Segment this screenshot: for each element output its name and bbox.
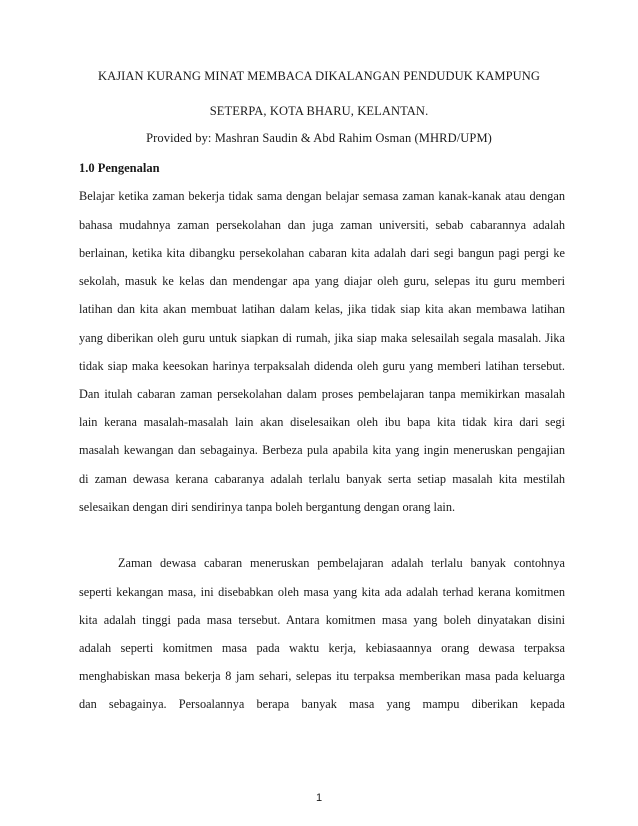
- paragraph-1-line: masalah kewangan dan sebagainya. Berbeza pula apabila kita yang ingin meneruskan pengajian: [79, 443, 565, 457]
- paragraph-1-line: berlainan, ketika kita dibangku persekolahan cabaran kita adalah dari segi bangun pagi pergi ke: [79, 246, 565, 260]
- section-heading: 1.0 Pengenalan: [79, 161, 160, 175]
- title-line-2: SETERPA, KOTA BHARU, KELANTAN.: [209, 104, 429, 118]
- paragraph-2-line: dan sebagainya. Persoalannya berapa banyak masa yang mampu diberikan kepada: [79, 697, 565, 711]
- paragraph-2-line: adalah seperti komitmen masa pada waktu kerja, kebiasaannya orang dewasa terpaksa: [79, 641, 565, 655]
- paragraph-2-line: seperti kekangan masa, ini disebabkan oleh masa yang kita ada adalah terhad kerana komitmen: [79, 585, 565, 599]
- title-line-1: KAJIAN KURANG MINAT MEMBACA DIKALANGAN PENDUDUK KAMPUNG: [97, 69, 541, 83]
- paragraph-1-line: tidak siap maka keesokan harinya terpaksalah didenda oleh guru yang memberi latihan tersebut.: [79, 359, 565, 373]
- paragraph-1-line: latihan dan kita akan membuat latihan dalam kelas, jika tidak siap kita akan membawa latihan: [79, 302, 565, 316]
- paragraph-1-line: Dan itulah cabaran zaman persekolahan dalam proses pembelajaran tanpa memikirkan masalah: [79, 387, 565, 401]
- paragraph-1-line: di zaman dewasa kerana cabaranya adalah terlalu banyak serta setiap masalah kita mestilah: [79, 472, 565, 486]
- paragraph-1-line: selesaikan dengan diri sendirinya tanpa boleh bergantung dengan orang lain.: [79, 500, 456, 514]
- paragraph-1-line: sekolah, masuk ke kelas dan mendengar apa yang diajar oleh guru, selepas itu guru memberi: [79, 274, 565, 288]
- paragraph-2-line: kita adalah tinggi pada masa tersebut. Antara komitmen masa yang boleh dinyatakan disini: [79, 613, 565, 627]
- page-number: 1: [315, 792, 323, 804]
- paragraph-1-line: yang diberikan oleh guru untuk siapkan di rumah, jika siap maka selesailah segala masalah. Jika: [79, 331, 565, 345]
- paragraph-2-line: menghabiskan masa bekerja 8 jam sehari, selepas itu terpaksa memberikan masa pada keluarga: [79, 669, 565, 683]
- paragraph-1-line: lain kerana masalah-masalah lain akan diselesaikan oleh ibu bapa kita tidak kira dari segi: [79, 415, 565, 429]
- paragraph-2-line: Zaman dewasa cabaran meneruskan pembelajaran adalah terlalu banyak contohnya: [118, 556, 565, 570]
- paragraph-1-line: bahasa mudahnya zaman persekolahan dan juga zaman universiti, sebab cabarannya adalah: [79, 218, 565, 232]
- byline: Provided by: Mashran Saudin & Abd Rahim Osman (MHRD/UPM): [146, 131, 492, 145]
- paragraph-1-line: Belajar ketika zaman bekerja tidak sama dengan belajar semasa zaman kanak-kanak atau dengan: [79, 189, 565, 203]
